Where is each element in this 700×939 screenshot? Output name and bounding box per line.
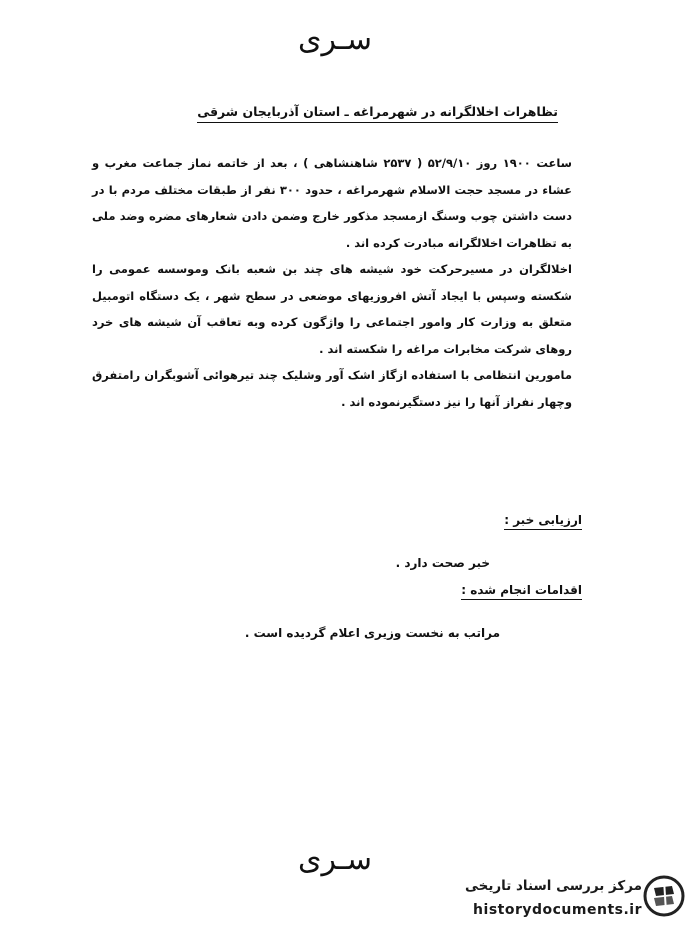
evaluation-label-text: ارزیابی خبر : [504,513,582,530]
actions-label-text: اقدامات انجام شده : [461,583,582,600]
body-paragraph: ساعت ۱۹۰۰ روز ۵۲/۹/۱۰ ( ۲۵۳۷ شاهنشاهی ) ، بعد از خاتمه نماز جماعت مغرب و عشاء در مسجد حجت الاسلام شهرمراغه ، حدود ۳۰۰ نفر از طبقات مختلف مردم با در دست داشتن چوب وسنگ ازمسجد مذکور خارج وضمن دادن شعارهای مضره وضد ملی به تظاهرات اخلالگرانه مبادرت کرده اند . [92,156,572,250]
body-paragraph: مامورین انتظامی با استفاده ازگاز اشک آور وشلیک چند تیرهوائی آشوبگران رامتفرق وچهار نفراز آنها را نیز دستگیرنموده اند . [92,368,572,409]
watermark [400,872,692,930]
document-body [92,150,572,415]
body-paragraph: اخلالگران در مسیرحرکت خود شیشه های چند بن شعبه بانک وموسسه عمومی را شکسته وسپس با ایجاد آتش افروزیهای موضعی در سطح شهر ، یک دستگاه اتومبیل متعلق به وزارت کار وامور اجتماعی را واژگون کرده وبه تعاقب آن شیشه های خرد روهای شرکت مخابرات مراغه را شکسته اند . [92,262,572,356]
actions-value: مراتب به نخست وزیری اعلام گردیده است . [244,626,500,640]
watermark-name: مرکز بررسی اسناد تاریخی [464,878,642,894]
evaluation-label [504,513,582,527]
document-title: تظاهرات اخلالگرانه در شهرمراغه ـ استان آذربایجان شرقی [197,104,558,123]
classification-header: سـری [298,22,372,57]
watermark-url[interactable]: historydocuments.ir [473,902,642,918]
institute-logo-icon [642,874,686,918]
actions-label [461,583,582,597]
classification-footer: سـری [298,842,372,877]
evaluation-value: خبر صحت دارد . [395,556,490,570]
